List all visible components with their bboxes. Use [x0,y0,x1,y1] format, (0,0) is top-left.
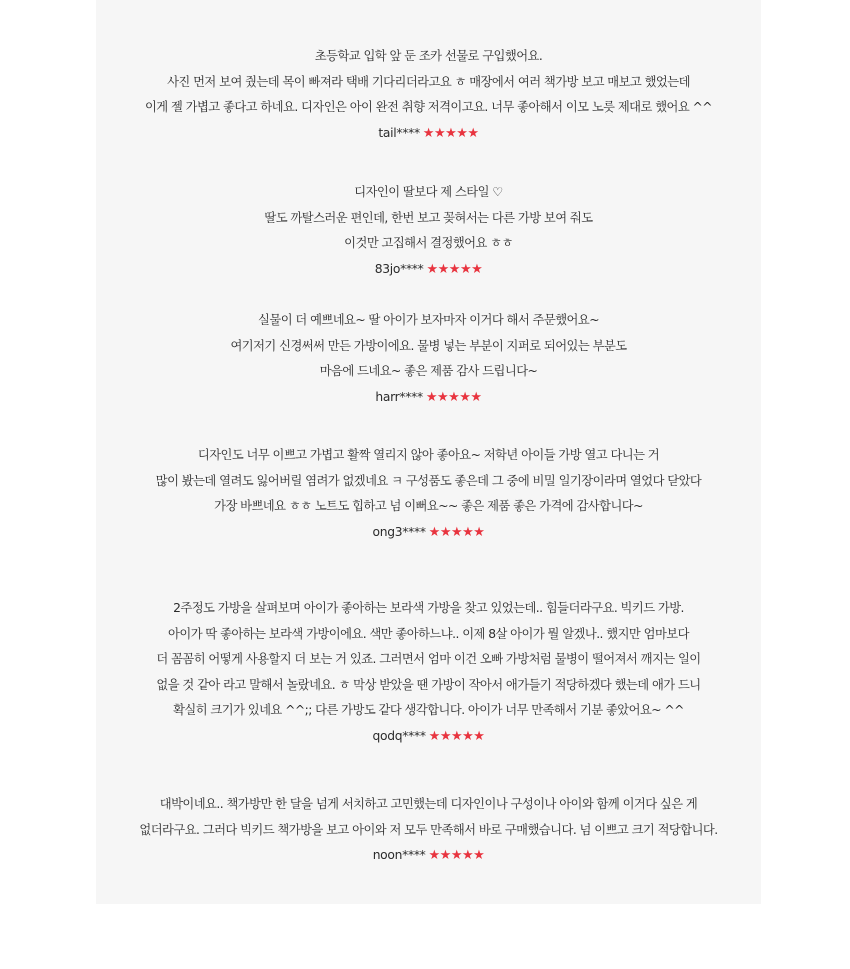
star-rating-icon: ★★★★★ [428,848,485,864]
review-text-line: 없더라구요. 그러다 빅키드 책가방을 보고 아이와 저 모두 만족해서 바로 구매했습니다. 넘 이쁘고 크기 적당합니다. [139,822,718,837]
review-text-line: 여기저기 신경써써 만든 가방이에요. 물병 넣는 부분이 지퍼로 되어있는 부분도 [230,338,627,353]
star-rating-icon: ★★★★★ [428,524,485,540]
review-author-row [96,257,761,283]
review-text-line: 없을 것 같아 라고 말해서 놀랐네요. ㅎ 막상 받았을 땐 가방이 작아서 애가들기 적당하겠다 했는데 애가 드니 [156,677,701,692]
review-author-row [96,724,761,750]
review-text-line: 확실히 크기가 있네요 ^^;; 다른 가방도 같다 생각합니다. 아이가 너무 만족해서 기분 좋았어요~ ^^ [173,703,684,718]
review-author-row [96,121,761,147]
review-item [96,792,761,869]
review-text-line: 이게 젤 가볍고 좋다고 하네요. 디자인은 아이 완전 취향 저격이고요. 너무 좋아해서 이모 노릇 제대로 했어요 ^^ [144,100,713,115]
review-text-line: 초등학교 입학 앞 둔 조카 선물로 구입했어요. [314,49,543,63]
review-author: harr**** [375,389,423,404]
review-item [96,443,761,545]
review-text-line: 사진 먼저 보여 줬는데 목이 빠져라 택배 기다리더라고요 ㅎ 매장에서 여러 책가방 보고 매보고 했었는데 [167,74,690,89]
review-item [96,308,761,410]
review-panel [96,0,761,904]
review-text-line: 디자인이 딸보다 제 스타일 ♡ [354,185,503,199]
review-text-line: 많이 봤는데 열려도 잃어버릴 염려가 없겠네요 ㅋ 구성품도 좋은데 그 중에 비밀 일기장이라며 열었다 닫았다 [155,473,702,488]
review-text-line: 2주정도 가방을 살펴보며 아이가 좋아하는 보라색 가방을 찾고 있었는데.. 힘들더라구요. 빅키드 가방. [173,601,684,615]
review-item [96,44,761,146]
review-text-line: 가장 바쁘네요 ㅎㅎ 노트도 힙하고 넘 이뻐요~~ 좋은 제품 좋은 가격에 감사합니다~ [214,499,643,514]
review-author: 83jo**** [374,261,424,276]
review-author: ong3**** [372,524,426,539]
review-text-line: 아이가 딱 좋아하는 보라색 가방이에요. 색만 좋아하느냐.. 이제 8살 아이가 뭘 알겠나.. 했지만 엄마보다 [168,626,689,641]
review-text-line: 마음에 드네요~ 좋은 제품 감사 드립니다~ [319,364,538,379]
review-item [96,180,761,282]
star-rating-icon: ★★★★★ [422,125,479,141]
review-author: noon**** [372,848,426,863]
star-rating-icon: ★★★★★ [425,389,482,405]
review-text-line: 디자인도 너무 이쁘고 가볍고 활짝 열리지 않아 좋아요~ 저학년 아이들 가방 열고 다니는 거 [197,448,660,462]
review-item [96,596,761,750]
review-author-row [96,843,761,869]
review-text-line: 이것만 고집해서 결정했어요 ㅎㅎ [344,236,513,251]
review-author-row [96,385,761,411]
review-author: tail**** [378,125,420,140]
star-rating-icon: ★★★★★ [426,261,483,277]
review-author: qodq**** [372,728,426,743]
review-text-line: 딸도 까탈스러운 편인데, 한번 보고 꽂혀서는 다른 가방 보여 줘도 [264,210,593,225]
review-text-line: 대박이네요.. 책가방만 한 달을 넘게 서치하고 고민했는데 디자인이나 구성이나 아이와 함께 이거다 싶은 게 [159,797,698,811]
review-text-line: 실물이 더 예쁘네요~ 딸 아이가 보자마자 이거다 해서 주문했어요~ [258,313,599,327]
star-rating-icon: ★★★★★ [428,728,485,744]
review-text-line: 더 꼼꼼히 어떻게 사용할지 더 보는 거 있죠. 그러면서 엄마 이건 오빠 가방처럼 물병이 떨어져서 깨지는 일이 [156,652,701,667]
review-author-row [96,520,761,546]
